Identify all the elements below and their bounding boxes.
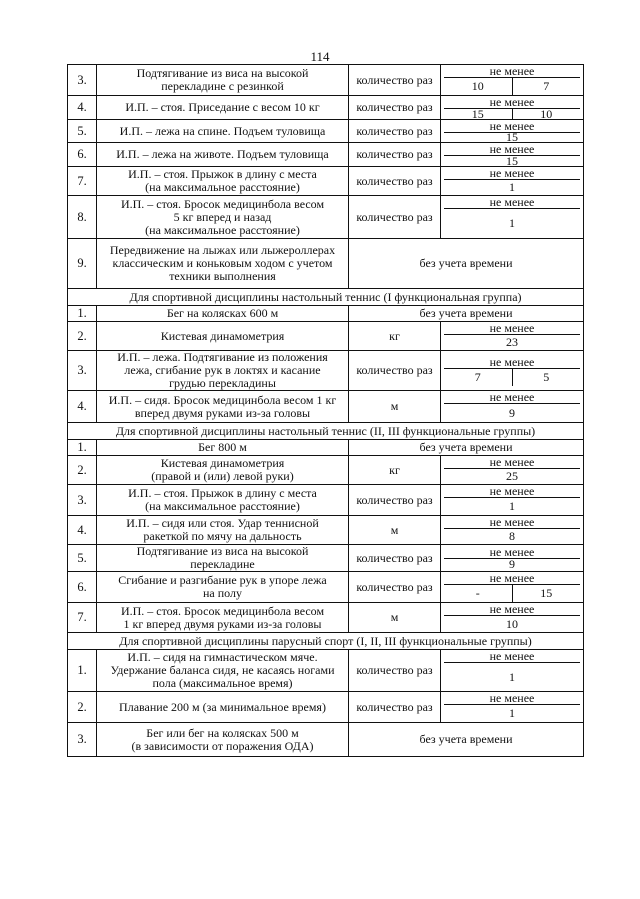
table-row xyxy=(68,322,584,351)
table-row xyxy=(68,167,584,196)
norm-cell xyxy=(441,96,584,120)
norm-label: не менее xyxy=(444,391,580,404)
norm-value: 10 xyxy=(512,109,581,119)
norm-value: 1 xyxy=(509,706,515,720)
table-row xyxy=(68,572,584,603)
norm-label: не менее xyxy=(444,572,580,585)
no-time-limit: без учета времени xyxy=(349,723,584,757)
norm-values xyxy=(444,469,580,484)
norm-label: не менее xyxy=(444,167,580,180)
unit-cell: количество раз xyxy=(349,65,441,96)
row-number: 9. xyxy=(68,239,97,289)
unit-cell: кг xyxy=(349,322,441,351)
exercise-line: Бег или бег на колясках 500 м xyxy=(146,725,299,740)
exercise-cell xyxy=(97,456,349,485)
row-number: 4. xyxy=(68,391,97,423)
norm-values xyxy=(444,559,580,571)
section-header-row xyxy=(68,289,584,306)
norm-cell xyxy=(441,650,584,692)
unit-cell: м xyxy=(349,603,441,633)
norm-cell xyxy=(441,456,584,485)
unit-cell: количество раз xyxy=(349,120,441,143)
exercise-cell xyxy=(97,196,349,239)
exercise-line: И.П. – лежа. Подтягивание из положения xyxy=(117,350,328,364)
norm-values xyxy=(444,585,580,602)
exercise-line: (в зависимости от поражения ОДА) xyxy=(131,738,314,753)
row-number: 6. xyxy=(68,143,97,167)
norm-value: 9 xyxy=(509,557,515,571)
row-number: 5. xyxy=(68,545,97,572)
row-number: 4. xyxy=(68,96,97,120)
table-row xyxy=(68,440,584,456)
page-number: 114 xyxy=(310,49,330,64)
unit-cell: м xyxy=(349,391,441,423)
row-number: 2. xyxy=(68,692,97,723)
exercise-line: Кистевая динамометрия xyxy=(160,328,285,343)
exercise-cell xyxy=(97,516,349,545)
exercise-line: пола (максимальное время) xyxy=(152,676,293,690)
norm-cell xyxy=(441,572,584,603)
exercise-cell xyxy=(97,120,349,143)
norm-label: не менее xyxy=(444,65,580,78)
norm-values xyxy=(444,106,580,120)
exercise-line: 1 кг вперед двумя руками из-за головы xyxy=(123,616,322,631)
table-row xyxy=(68,650,584,692)
norm-cell xyxy=(441,692,584,723)
table-row xyxy=(68,603,584,633)
exercise-line: И.П. – стоя. Бросок медицинбола весом xyxy=(120,603,325,618)
norms-table xyxy=(67,64,584,757)
row-number: 2. xyxy=(68,456,97,485)
exercise-line: (на максимальное расстояние) xyxy=(145,180,300,194)
unit-cell: количество раз xyxy=(349,692,441,723)
exercise-line: грудью перекладины xyxy=(169,376,276,390)
norm-label: не менее xyxy=(444,143,580,156)
exercise-line: (на максимальное расстояние) xyxy=(145,499,300,513)
exercise-line: И.П. – сидя на гимнастическом мяче. xyxy=(127,650,318,664)
exercise-line: техники выполнения xyxy=(169,269,276,283)
row-number: 1. xyxy=(68,650,97,692)
exercise-cell xyxy=(97,306,349,322)
row-number: 1. xyxy=(68,440,97,456)
norm-values xyxy=(444,369,580,386)
norm-values xyxy=(444,705,580,722)
norm-value: 9 xyxy=(509,405,515,420)
norm-label: не менее xyxy=(444,650,580,663)
norm-values xyxy=(444,335,580,350)
exercise-line: перекладине с резинкой xyxy=(161,79,284,93)
unit-cell: количество раз xyxy=(349,196,441,239)
unit-cell: количество раз xyxy=(349,351,441,391)
exercise-line: И.П. – стоя. Приседание с весом 10 кг xyxy=(125,100,320,114)
exercise-line: Удержание баланса сидя, не касаясь ногами xyxy=(110,663,335,677)
section-header-row xyxy=(68,423,584,440)
row-number: 3. xyxy=(68,65,97,96)
exercise-line: перекладине xyxy=(190,557,255,571)
norm-value: 1 xyxy=(509,216,515,230)
table-row xyxy=(68,120,584,143)
exercise-line: Кистевая динамометрия xyxy=(160,456,285,470)
row-number: 2. xyxy=(68,322,97,351)
exercise-cell xyxy=(97,167,349,196)
norm-value: 25 xyxy=(506,469,518,483)
norm-value: 10 xyxy=(506,616,518,631)
row-number: 7. xyxy=(68,167,97,196)
norm-values xyxy=(444,529,580,544)
row-number: 6. xyxy=(68,572,97,603)
norm-label: не менее xyxy=(444,603,580,616)
exercise-line: И.П. – сидя. Бросок медицинбола весом 1 кг xyxy=(108,392,337,407)
row-number: 4. xyxy=(68,516,97,545)
row-number: 5. xyxy=(68,120,97,143)
table-row xyxy=(68,516,584,545)
row-number: 3. xyxy=(68,351,97,391)
norm-cell xyxy=(441,391,584,423)
unit-cell: количество раз xyxy=(349,485,441,516)
exercise-line: вперед двумя руками из-за головы xyxy=(134,405,311,420)
norm-value: 1 xyxy=(509,180,515,194)
exercise-line: И.П. – лежа на спине. Подъем туловища xyxy=(119,123,326,138)
unit-cell: количество раз xyxy=(349,545,441,572)
norm-cell xyxy=(441,351,584,391)
exercise-cell xyxy=(97,239,349,289)
exercise-line: лежа, сгибание рук в локтях и касание xyxy=(124,363,321,377)
norm-label: не менее xyxy=(444,356,580,369)
table-row xyxy=(68,239,584,289)
unit-cell: м xyxy=(349,516,441,545)
exercise-line: Бег 800 м xyxy=(198,440,247,454)
norm-cell xyxy=(441,322,584,351)
exercise-line: классическим и коньковым ходом с учетом xyxy=(112,256,333,270)
exercise-line: 5 кг вперед и назад xyxy=(173,209,272,224)
table-row xyxy=(68,351,584,391)
exercise-line: (на максимальное расстояние) xyxy=(145,222,300,237)
norm-values xyxy=(444,498,580,515)
unit-cell: количество раз xyxy=(349,96,441,120)
section-title: Для спортивной дисциплины настольный теннис (II, III функциональные группы) xyxy=(68,423,584,440)
exercise-cell xyxy=(97,65,349,96)
norm-value: 15 xyxy=(506,130,518,143)
norm-value: - xyxy=(475,586,480,600)
table-row xyxy=(68,143,584,167)
exercise-line: И.П. – сидя или стоя. Удар теннисной xyxy=(126,516,319,530)
norm-cell xyxy=(441,143,584,167)
norm-value: 15 xyxy=(512,585,581,602)
norm-cell xyxy=(441,65,584,96)
exercise-line: Подтягивание из виса на высокой xyxy=(136,66,309,80)
exercise-line: ракеткой по мячу на дальность xyxy=(143,529,302,543)
table-row xyxy=(68,196,584,239)
norm-values xyxy=(444,663,580,691)
table-row xyxy=(68,723,584,757)
norm-cell xyxy=(441,545,584,572)
exercise-cell xyxy=(97,603,349,633)
exercise-line: Передвижение на лыжах или лыжероллерах xyxy=(109,243,336,257)
unit-cell: кг xyxy=(349,456,441,485)
norm-label: не менее xyxy=(444,456,580,469)
table-row xyxy=(68,391,584,423)
exercise-line: на полу xyxy=(203,586,242,600)
row-number: 3. xyxy=(68,485,97,516)
norm-value: 1 xyxy=(509,499,515,513)
exercise-cell xyxy=(97,96,349,120)
exercise-cell xyxy=(97,650,349,692)
table-row xyxy=(68,485,584,516)
exercise-cell xyxy=(97,322,349,351)
norm-cell xyxy=(441,167,584,196)
exercise-cell xyxy=(97,391,349,423)
norm-cell xyxy=(441,120,584,143)
exercise-line: Подтягивание из виса на высокой xyxy=(136,544,309,558)
section-title: Для спортивной дисциплины настольный теннис (I функциональная группа) xyxy=(68,289,584,306)
norm-value: 15 xyxy=(506,153,518,167)
unit-cell: количество раз xyxy=(349,167,441,196)
norm-values xyxy=(444,209,580,238)
norm-label: не менее xyxy=(444,120,580,133)
norm-values xyxy=(444,153,580,167)
exercise-cell xyxy=(97,143,349,167)
exercise-line: Бег на колясках 600 м xyxy=(166,306,279,320)
norm-cell xyxy=(441,196,584,239)
norm-values xyxy=(444,404,580,422)
row-number: 1. xyxy=(68,306,97,322)
row-number: 3. xyxy=(68,723,97,757)
table-row xyxy=(68,545,584,572)
no-time-limit: без учета времени xyxy=(349,440,584,456)
norm-label: не менее xyxy=(444,546,580,559)
norm-label: не менее xyxy=(444,196,580,209)
unit-cell: количество раз xyxy=(349,572,441,603)
row-number: 8. xyxy=(68,196,97,239)
norm-value: 5 xyxy=(512,369,581,386)
exercise-line: (правой и (или) левой руки) xyxy=(151,469,294,483)
table-row xyxy=(68,692,584,723)
table-row xyxy=(68,96,584,120)
exercise-cell xyxy=(97,692,349,723)
exercise-line: Сгибание и разгибание рук в упоре лежа xyxy=(118,573,327,587)
exercise-line: Плавание 200 м (за минимальное время) xyxy=(119,699,326,714)
norm-value: 7 xyxy=(512,78,581,95)
norm-label: не менее xyxy=(444,322,580,335)
norm-label: не менее xyxy=(444,516,580,529)
exercise-cell xyxy=(97,572,349,603)
table-row xyxy=(68,456,584,485)
norm-value: 8 xyxy=(509,529,515,543)
exercise-line: И.П. – стоя. Бросок медицинбола весом xyxy=(120,196,325,211)
norm-label: не менее xyxy=(444,96,580,109)
exercise-cell xyxy=(97,440,349,456)
exercise-line: И.П. – стоя. Прыжок в длину с места xyxy=(128,167,317,181)
norm-values xyxy=(444,78,580,95)
exercise-line: И.П. – стоя. Прыжок в длину с места xyxy=(128,486,317,500)
norm-value: 23 xyxy=(506,335,518,349)
unit-cell: количество раз xyxy=(349,143,441,167)
exercise-line: И.П. – лежа на животе. Подъем туловища xyxy=(116,147,329,161)
norm-values xyxy=(444,130,580,143)
norm-value: 1 xyxy=(509,669,515,684)
no-time-limit: без учета времени xyxy=(349,306,584,322)
norm-value: 15 xyxy=(471,106,484,120)
norm-values xyxy=(444,616,580,632)
exercise-cell xyxy=(97,723,349,757)
norm-values xyxy=(444,180,580,195)
norm-cell xyxy=(441,485,584,516)
no-time-limit: без учета времени xyxy=(349,239,584,289)
norm-cell xyxy=(441,603,584,633)
norm-cell xyxy=(441,516,584,545)
norm-value: 10 xyxy=(471,79,484,93)
exercise-cell xyxy=(97,351,349,391)
exercise-cell xyxy=(97,485,349,516)
table-row xyxy=(68,65,584,96)
section-title: Для спортивной дисциплины парусный спорт (I, II, III функциональные группы) xyxy=(68,633,584,650)
row-number: 7. xyxy=(68,603,97,633)
exercise-cell xyxy=(97,545,349,572)
norm-value: 7 xyxy=(474,369,481,384)
table-row xyxy=(68,306,584,322)
norm-label: не менее xyxy=(444,485,580,498)
unit-cell: количество раз xyxy=(349,650,441,692)
section-header-row xyxy=(68,633,584,650)
norm-label: не менее xyxy=(444,692,580,705)
